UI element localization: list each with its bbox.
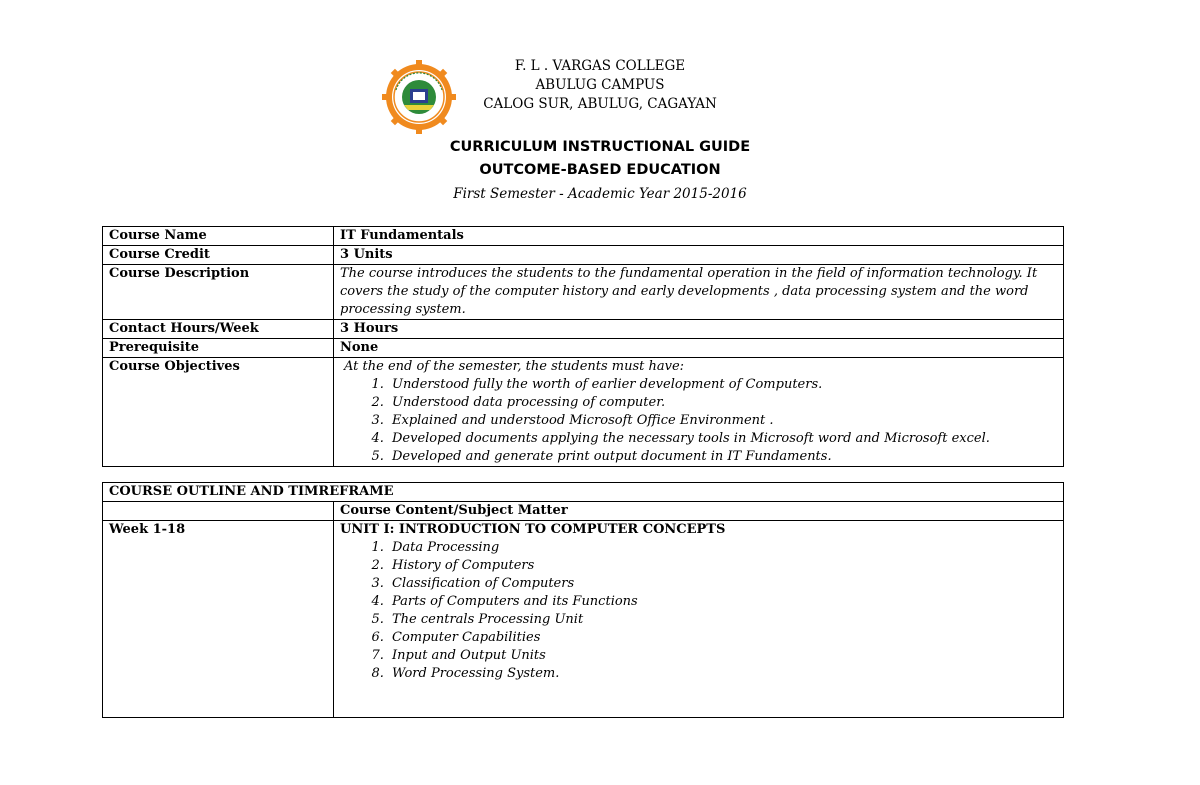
prerequisite-label: Prerequisite bbox=[103, 339, 334, 358]
gear-seal-icon bbox=[382, 60, 456, 134]
list-item: 2. History of Computers bbox=[388, 557, 1057, 575]
course-outline-table bbox=[102, 482, 1064, 718]
table-row bbox=[103, 246, 1064, 265]
unit-content bbox=[334, 521, 1064, 718]
table-row bbox=[103, 265, 1064, 320]
college-header bbox=[480, 57, 720, 114]
course-info-table bbox=[102, 226, 1064, 467]
table-row bbox=[103, 339, 1064, 358]
course-name-value: IT Fundamentals bbox=[334, 227, 1064, 246]
course-objectives-label: Course Objectives bbox=[103, 358, 334, 467]
table-row bbox=[103, 483, 1064, 502]
blank-space bbox=[340, 683, 1057, 717]
objectives-lead: At the end of the semester, the students must have: bbox=[344, 359, 685, 374]
content-header: Course Content/Subject Matter bbox=[334, 502, 1064, 521]
list-item: 1. Data Processing bbox=[388, 539, 1057, 557]
document-subtitle: OUTCOME-BASED EDUCATION bbox=[479, 162, 721, 178]
list-item: 4. Developed documents applying the necessary tools in Microsoft word and Microsoft excel. bbox=[388, 430, 1057, 448]
list-item: 6. Computer Capabilities bbox=[388, 629, 1057, 647]
campus-name: ABULUG CAMPUS bbox=[535, 77, 665, 93]
course-objectives-value bbox=[334, 358, 1064, 467]
contact-hours-value: 3 Hours bbox=[334, 320, 1064, 339]
college-logo bbox=[382, 60, 456, 134]
list-item: 1. Understood fully the worth of earlier development of Computers. bbox=[388, 376, 1057, 394]
table-row bbox=[103, 502, 1064, 521]
prerequisite-value: None bbox=[334, 339, 1064, 358]
table-row bbox=[103, 227, 1064, 246]
unit-title: UNIT I: INTRODUCTION TO COMPUTER CONCEPTS bbox=[340, 522, 726, 537]
list-item: 2. Understood data processing of computer. bbox=[388, 394, 1057, 412]
course-credit-value: 3 Units bbox=[334, 246, 1064, 265]
topics-list bbox=[340, 539, 1057, 683]
objectives-list bbox=[340, 376, 1057, 466]
list-item: 3. Explained and understood Microsoft Office Environment . bbox=[388, 412, 1057, 430]
semester-line: First Semester - Academic Year 2015-2016 bbox=[453, 186, 747, 202]
campus-address: CALOG SUR, ABULUG, CAGAYAN bbox=[483, 96, 717, 112]
college-name: F. L . VARGAS COLLEGE bbox=[514, 58, 686, 74]
contact-hours-label: Contact Hours/Week bbox=[103, 320, 334, 339]
table-row bbox=[103, 521, 1064, 718]
list-item: 7. Input and Output Units bbox=[388, 647, 1057, 665]
course-description-label: Course Description bbox=[103, 265, 334, 320]
list-item: 5. The centrals Processing Unit bbox=[388, 611, 1057, 629]
course-credit-label: Course Credit bbox=[103, 246, 334, 265]
empty-header-cell bbox=[103, 502, 334, 521]
course-description-value: The course introduces the students to the fundamental operation in the field of information technology. It covers the study of the computer history and early developments , data processing system and the word processing system. bbox=[334, 265, 1064, 320]
list-item: 3. Classification of Computers bbox=[388, 575, 1057, 593]
table-row bbox=[103, 320, 1064, 339]
week-range: Week 1-18 bbox=[103, 521, 334, 718]
course-name-label: Course Name bbox=[103, 227, 334, 246]
list-item: 4. Parts of Computers and its Functions bbox=[388, 593, 1057, 611]
outline-heading: COURSE OUTLINE AND TIMREFRAME bbox=[103, 483, 1064, 502]
list-item: 8. Word Processing System. bbox=[388, 665, 1057, 683]
document-title: CURRICULUM INSTRUCTIONAL GUIDE bbox=[449, 139, 751, 155]
table-row bbox=[103, 358, 1064, 467]
list-item: 5. Developed and generate print output document in IT Fundaments. bbox=[388, 448, 1057, 466]
